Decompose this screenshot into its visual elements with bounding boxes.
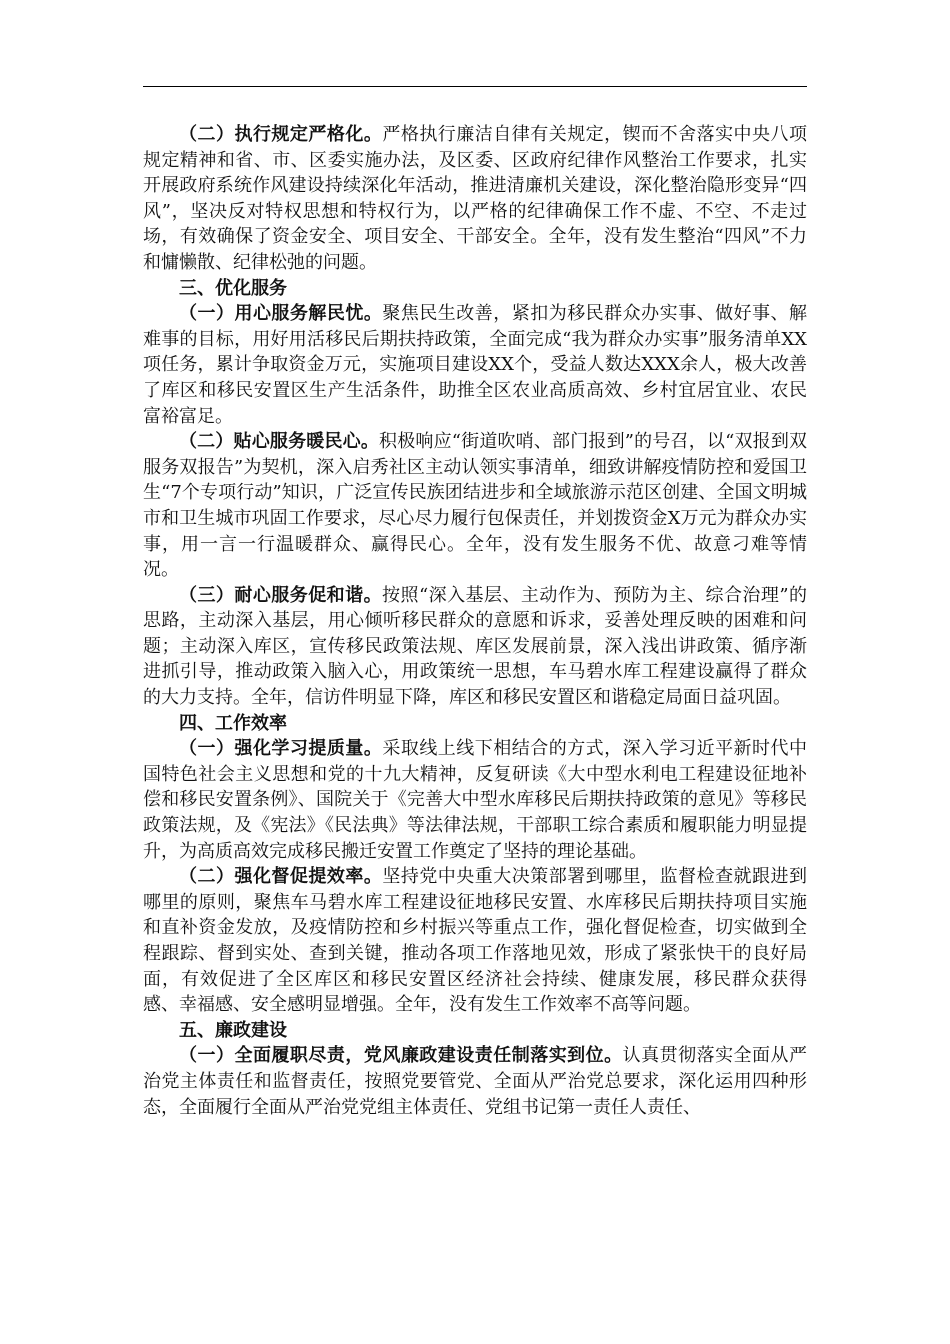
paragraph-lead: （一）全面履职尽责，党风廉政建设责任制落实到位。 — [179, 1045, 623, 1067]
paragraph-text: 聚焦民生改善，紧扣为移民群众办实事、做好事、解难事的目标，用好用活移民后期扶持政策，全面完成“我为群众办实事”服务清单XX项任务，累计争取资金万元，实施项目建设XX个，受益人数达XXX余人，极大改善了库区和移民安置区生产生活条件，助推全区农业高质高效、乡村宜居宜业、农民富裕富足。 — [143, 303, 808, 427]
paragraph-lead: （一）强化学习提质量。 — [179, 738, 383, 760]
paragraph-lead: （二）强化督促提效率。 — [179, 866, 383, 888]
section-heading-4: 四、工作效率 — [179, 712, 287, 734]
paragraph-7 — [143, 1043, 807, 1120]
document-body — [143, 122, 807, 1120]
paragraph-text: 认真贯彻落实全面从严治党主体责任和监督责任，按照党要管党、全面从严治党总要求，深化运用四种形态，全面履行全面从严治党党组主体责任、党组书记第一责任人责任、 — [143, 1045, 808, 1118]
paragraph-3 — [143, 429, 807, 583]
paragraph-5 — [143, 736, 807, 864]
paragraph-text: 采取线上线下相结合的方式，深入学习近平新时代中国特色社会主义思想和党的十九大精神，反复研读《大中型水利电工程建设征地补偿和移民安置条例》、国院关于《完善大中型水库移民后期扶持政策的意见》等移民政策法规，及《宪法》《民法典》等法律法规，干部职工综合素质和履职能力明显提升，为高质高效完成移民搬迁安置工作奠定了坚持的理论基础。 — [143, 738, 808, 862]
paragraph-4 — [143, 583, 807, 711]
header-rule — [143, 86, 807, 87]
paragraph-lead: （二）执行规定严格化。 — [179, 124, 383, 145]
paragraph-text: 严格执行廉洁自律有关规定，锲而不舍落实中央八项规定精神和省、市、区委实施办法，及区委、区政府纪律作风整治工作要求，扎实开展政府系统作风建设持续深化年活动，推进清廉机关建设，深化整治隐形变异“四风”，坚决反对特权思想和特权行为，以严格的纪律确保工作不虚、不空、不走过场，有效确保了资金安全、项目安全、干部安全。全年，没有发生整治“四风”不力和慵懒散、纪律松弛的问题。 — [143, 124, 808, 273]
paragraph-2 — [143, 301, 807, 429]
section-heading-5: 五、廉政建设 — [179, 1019, 287, 1041]
paragraph-text: 坚持党中央重大决策部署到哪里，监督检查就跟进到哪里的原则，聚焦车马碧水库工程建设征地移民安置、水库移民后期扶持项目实施和直补资金发放，及疫情防控和乡村振兴等重点工作，强化督促检查，切实做到全程跟踪、督到实处、查到关键，推动各项工作落地见效，形成了紧张快干的良好局面，有效促进了全区库区和移民安置区经济社会持续、健康发展，移民群众获得感、幸福感、安全感明显增强。全年，没有发生工作效率不高等问题。 — [143, 866, 808, 1016]
paragraph-1 — [143, 122, 807, 276]
paragraph-text: 按照“深入基层、主动作为、预防为主、综合治理”的思路，主动深入基层，用心倾听移民群众的意愿和诉求，妥善处理反映的困难和问题；主动深入库区，宣传移民政策法规、库区发展前景，深入浅出讲政策、循序渐进抓引导，推动政策入脑入心，用政策统一思想，车马碧水库工程建设赢得了群众的大力支持。全年，信访件明显下降，库区和移民安置区和谐稳定局面日益巩固。 — [143, 584, 807, 709]
paragraph-6 — [143, 864, 807, 1018]
paragraph-text: 积极响应“街道吹哨、部门报到”的号召，以“双报到双服务双报告”为契机，深入启秀社区主动认领实事清单，细致讲解疫情防控和爱国卫生“7个专项行动”知识，广泛宣传民族团结进步和全域旅游示范区创建、全国文明城市和卫生城市巩固工作要求，尽心尽力履行包保责任，并划拨资金X万元为群众办实事，用一言一行温暖群众、赢得民心。全年，没有发生服务不优、故意刁难等情况。 — [143, 431, 808, 581]
paragraph-lead: （三）耐心服务促和谐。 — [179, 584, 383, 606]
section-heading-3: 三、优化服务 — [179, 277, 287, 299]
paragraph-lead: （一）用心服务解民忧。 — [179, 303, 383, 325]
paragraph-lead: （二）贴心服务暖民心。 — [179, 431, 380, 453]
